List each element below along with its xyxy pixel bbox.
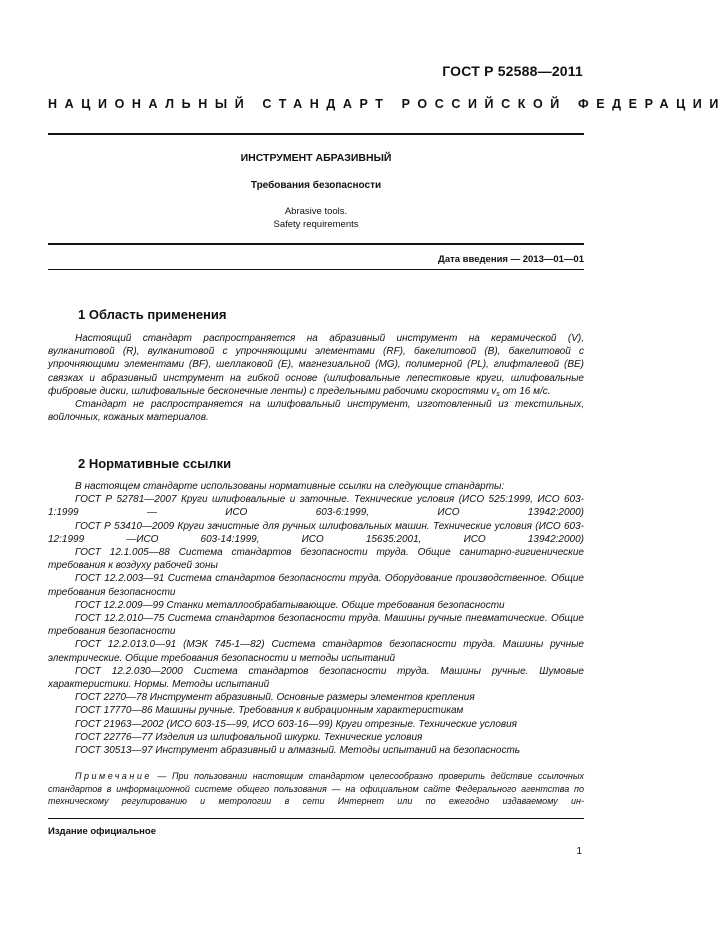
note-text: — При пользовании настоящим стандартом целесообразно проверить действие ссылочных стандартов в информационной системе общего пользования — на официальном сайте Федерального агентства по техническому регулированию и метрологии в сети Интернет или по ежегодно издаваемому ин- bbox=[48, 771, 584, 806]
section-2-body bbox=[48, 480, 584, 757]
scope-paragraph-end: от 16 м/с. bbox=[499, 385, 551, 397]
reference-item: ГОСТ 12.2.030—2000 Система стандартов безопасности труда. Машины ручные. Шумовые характеристики. Нормы. Методы испытаний bbox=[48, 665, 584, 691]
national-standard-banner: НАЦИОНАЛЬНЫЙ СТАНДАРТ РОССИЙСКОЙ ФЕДЕРАЦИИ bbox=[48, 97, 726, 111]
section-2-heading: 2 Нормативные ссылки bbox=[78, 456, 232, 471]
reference-item: ГОСТ 12.1.005—88 Система стандартов безопасности труда. Общие санитарно-гигиенические требования к воздуху рабочей зоны bbox=[48, 547, 584, 572]
note-block bbox=[48, 770, 584, 808]
reference-item: ГОСТ 30513—97 Инструмент абразивный и алмазный. Методы испытаний на безопасность bbox=[75, 745, 521, 757]
english-title-line2: Safety requirements bbox=[273, 219, 359, 230]
gost-number: ГОСТ Р 52588—2011 bbox=[442, 63, 583, 79]
reference-item: ГОСТ Р 53410—2009 Круги зачистные для ручных шлифовальных машин. Технические условия (ИСО 603-12:1999 —ИСО 603-14:1999, ИСО 15635:2001, ИСО 13942:2000) bbox=[48, 520, 584, 545]
official-edition-label: Издание официальное bbox=[48, 826, 156, 837]
scope-paragraph-main: Настоящий стандарт распространяется на абразивный инструмент на керамической (V), вулканитовой (R), вулканитовой с упрочняющими элементами (RF), бакелитовой (B), бакелитовой с упрочняющими элементами (BF), шеллаковой (E), магнезиальной (MG), полимерной (PL), глифталевой (BE) связках и абразивный инструмент на гибкой основе (шлифовальные лепестковые круги, шлифовальные фибровые диски, шлифовальные бесконечные ленты) с предельными рабочими скоростями v bbox=[48, 333, 584, 397]
reference-item: ГОСТ 12.2.003—91 Система стандартов безопасности труда. Оборудование производственное. Общие требования безопасности bbox=[48, 573, 584, 598]
reference-item: ГОСТ 2270—78 Инструмент абразивный. Основные размеры элементов крепления bbox=[75, 692, 475, 704]
velocity-subscript: s bbox=[496, 390, 500, 398]
reference-item: ГОСТ 12.2.009—99 Станки металлообрабатывающие. Общие требования безопасности bbox=[75, 599, 505, 611]
note-paragraph bbox=[48, 770, 584, 808]
introduction-date: Дата введения — 2013—01—01 bbox=[438, 254, 584, 265]
scope-paragraph bbox=[48, 332, 584, 398]
reference-item: ГОСТ 12.2.010—75 Система стандартов безопасности труда. Машины ручные пневматические. Общие требования безопасности bbox=[48, 613, 584, 638]
document-title: ИНСТРУМЕНТ АБРАЗИВНЫЙ bbox=[240, 152, 392, 164]
header-rule bbox=[48, 133, 584, 135]
document-subtitle: Требования безопасности bbox=[250, 180, 382, 191]
reference-item: ГОСТ 12.2.013.0—91 (МЭК 745-1—82) Система стандартов безопасности труда. Машины ручные электрические. Общие требования безопасности и методы испытаний bbox=[48, 639, 584, 664]
date-rule bbox=[48, 269, 584, 270]
english-title bbox=[48, 205, 584, 231]
exclusion-paragraph: Стандарт не распространяется на шлифовальный инструмент, изготовленный из текстильных, войлочных, кожаных материалов. bbox=[48, 399, 584, 424]
reference-item: ГОСТ Р 52781—2007 Круги шлифовальные и заточные. Технические условия (ИСО 525:1999, ИСО 603-1:1999 — ИСО 603-6:1999, ИСО 13942:2000) bbox=[48, 494, 584, 519]
section-1-body bbox=[48, 332, 584, 424]
page-number: 1 bbox=[576, 846, 582, 857]
reference-item: ГОСТ 22776—77 Изделия из шлифовальной шкурки. Технические условия bbox=[75, 731, 423, 743]
note-label: Примечание bbox=[75, 771, 152, 781]
reference-item: ГОСТ 17770—86 Машины ручные. Требования к вибрационным характеристикам bbox=[75, 705, 464, 717]
reference-item: ГОСТ 21963—2002 (ИСО 603-15—99, ИСО 603-16—99) Круги отрезные. Технические условия bbox=[75, 718, 517, 730]
title-rule bbox=[48, 243, 584, 245]
footer-rule bbox=[48, 818, 584, 819]
english-title-line1: Abrasive tools. bbox=[284, 206, 348, 217]
section-1-heading: 1 Область применения bbox=[78, 307, 227, 322]
references-intro: В настоящем стандарте использованы нормативные ссылки на следующие стандарты: bbox=[75, 481, 505, 492]
